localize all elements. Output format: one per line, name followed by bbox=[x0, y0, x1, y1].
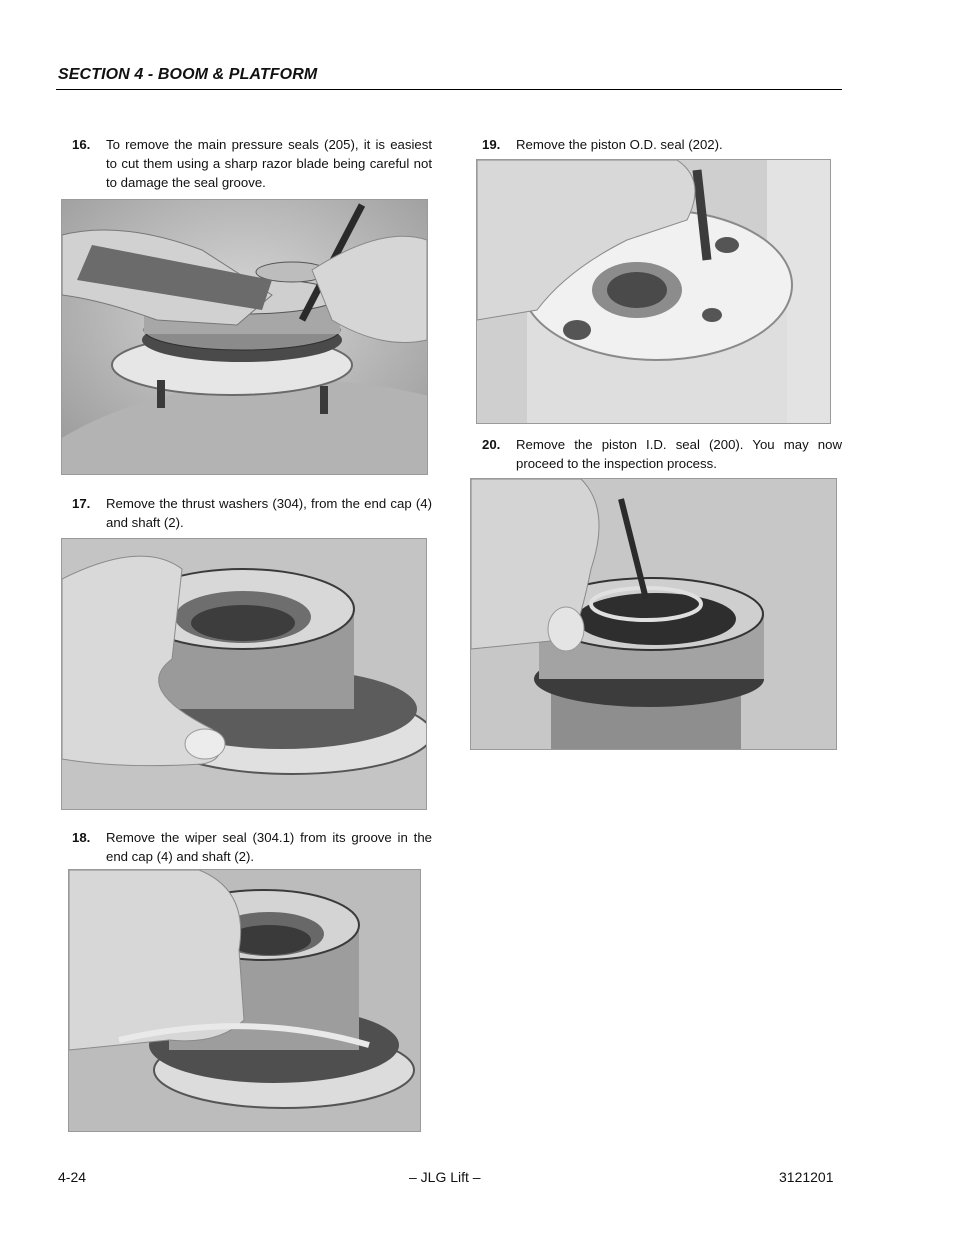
footer-center: – JLG Lift – bbox=[409, 1169, 481, 1185]
step-number: 19. bbox=[482, 137, 501, 152]
photo-razor-cutting-seal bbox=[61, 199, 428, 475]
step-text: Remove the piston O.D. seal (202). bbox=[516, 137, 723, 152]
step-text: Remove the thrust washers (304), from the end cap (4) and shaft (2). bbox=[106, 496, 432, 530]
step-16 bbox=[72, 135, 434, 195]
photo-wiper-seal-removal bbox=[68, 869, 421, 1132]
document-number: 3121201 bbox=[779, 1169, 834, 1185]
photo-piston-id-seal-removal bbox=[470, 478, 837, 750]
photo-thrust-washer-removal bbox=[61, 538, 427, 810]
page-number: 4-24 bbox=[58, 1169, 87, 1185]
step-text: To remove the main pressure seals (205), it is easiest to cut them using a sharp razor blade being careful not to damage the seal groove. bbox=[106, 137, 432, 190]
step-number: 20. bbox=[482, 437, 501, 452]
step-19 bbox=[482, 135, 842, 155]
step-17 bbox=[72, 494, 434, 534]
step-text: Remove the piston I.D. seal (200). You may now proceed to the inspection process. bbox=[516, 437, 842, 471]
step-20 bbox=[482, 435, 842, 475]
step-18 bbox=[72, 828, 434, 868]
header-rule bbox=[56, 89, 842, 90]
step-number: 16. bbox=[72, 137, 91, 152]
photo-piston-od-seal-removal bbox=[476, 159, 831, 424]
step-number: 18. bbox=[72, 830, 91, 845]
step-text: Remove the wiper seal (304.1) from its groove in the end cap (4) and shaft (2). bbox=[106, 830, 432, 864]
section-header: SECTION 4 - BOOM & PLATFORM bbox=[58, 66, 318, 83]
step-number: 17. bbox=[72, 496, 91, 511]
